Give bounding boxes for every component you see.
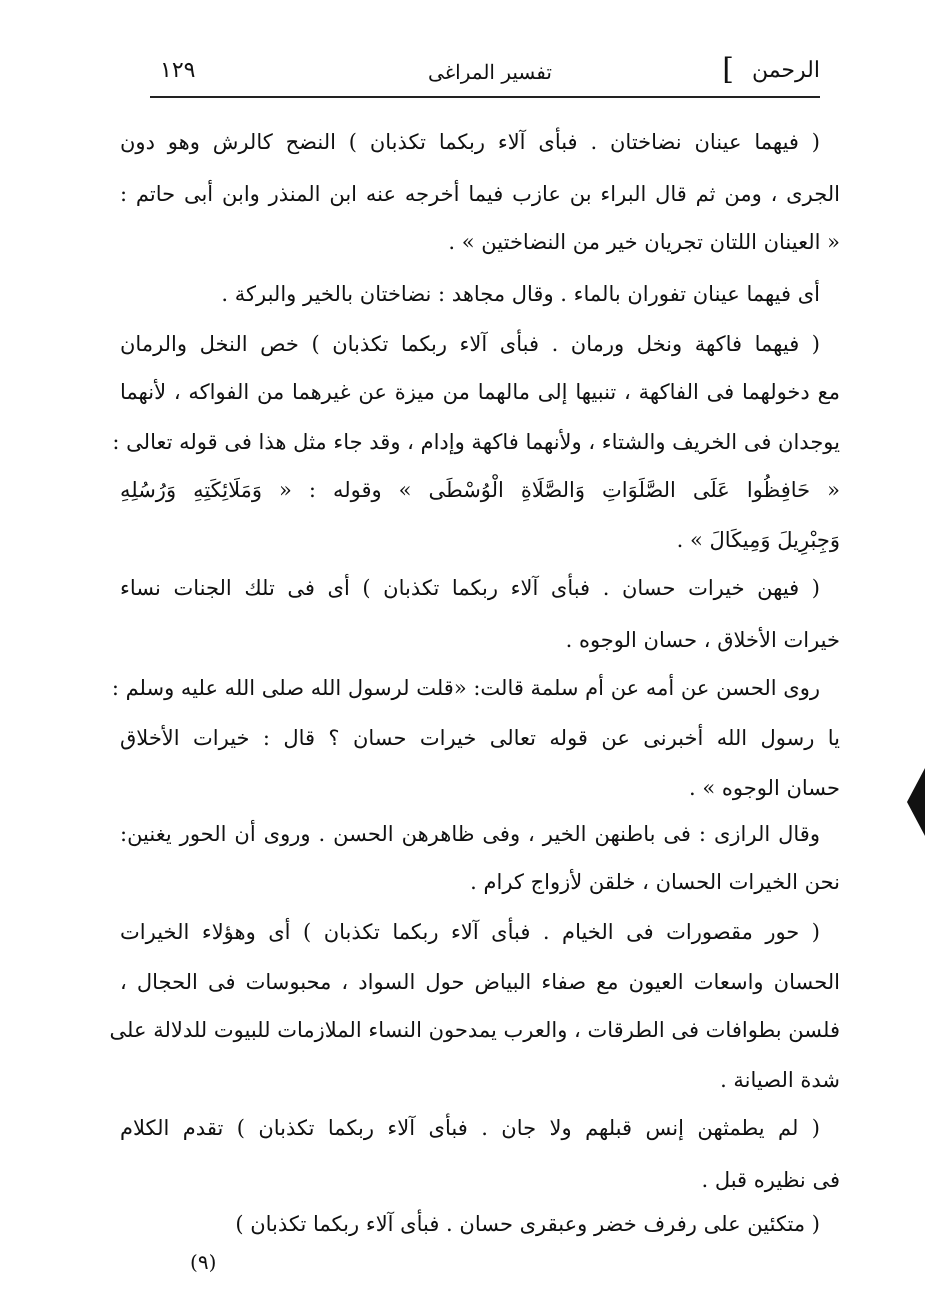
- text-line: روى الحسن عن أمه عن أم سلمة قالت: «قلت لرسول الله صلى الله عليه وسلم :: [111, 676, 820, 700]
- text-line: خيرات الأخلاق ، حسان الوجوه .: [565, 628, 840, 652]
- header-bracket: ]: [722, 52, 734, 87]
- signature-mark: (٩): [190, 1250, 217, 1274]
- text-line: وقال الرازى : فى باطنهن الخير ، وفى ظاهرهن الحسن . وروى أن الحور يغنين:: [120, 822, 820, 846]
- page-number: ١٢٩: [160, 58, 196, 83]
- text-line: ( فيهما عينان نضاختان . فبأى آلاء ربكما تكذبان ) النضح كالرش وهو دون: [120, 130, 820, 154]
- header-rule: [150, 96, 820, 98]
- surah-name: الرحمن: [751, 58, 820, 83]
- text-line: ( لم يطمثهن إنس قبلهم ولا جان . فبأى آلاء ربكما تكذبان ) تقدم الكلام: [120, 1116, 820, 1140]
- text-line: نحن الخيرات الحسان ، خلقن لأزواج كرام .: [470, 870, 840, 894]
- text-line: وَجِبْرِيلَ وَمِيكَالَ » .: [676, 528, 840, 552]
- text-line: حسان الوجوه » .: [689, 776, 840, 800]
- page-edge-tab: [907, 768, 925, 836]
- text-line: ( فيهن خيرات حسان . فبأى آلاء ربكما تكذبان ) أى فى تلك الجنات نساء: [120, 576, 820, 600]
- text-line: يوجدان فى الخريف والشتاء ، ولأنهما فاكهة وإدام ، وقد جاء مثل هذا فى قوله تعالى :: [112, 430, 840, 454]
- text-line: « العينان اللتان تجريان خير من النضاختين » .: [448, 230, 840, 254]
- text-line: « حَافِظُوا عَلَى الصَّلَوَاتِ وَالصَّلَاةِ الْوُسْطَى » وقوله : « وَمَلَائِكَتِهِ وَرُسُلِهِ: [120, 478, 840, 502]
- text-line: أى فيهما عينان تفوران بالماء . وقال مجاهد : نضاختان بالخير والبركة .: [221, 282, 820, 306]
- text-line: فلسن بطوافات فى الطرقات ، والعرب يمدحون النساء الملازمات للبيوت للدلالة على: [109, 1018, 840, 1042]
- text-line: يا رسول الله أخبرنى عن قوله تعالى خيرات حسان ؟ قال : خيرات الأخلاق: [120, 726, 840, 750]
- text-line: مع دخولهما فى الفاكهة ، تنبيها إلى مالهما من ميزة عن غيرهما من الفواكه ، لأنهما: [120, 380, 840, 404]
- book-title: تفسير المراغى: [428, 60, 552, 84]
- text-line: الحسان واسعات العيون مع صفاء البياض حول السواد ، محبوسات فى الحجال ،: [120, 970, 840, 994]
- text-line: ( حور مقصورات فى الخيام . فبأى آلاء ربكما تكذبان ) أى وهؤلاء الخيرات: [120, 920, 820, 944]
- text-line: شدة الصيانة .: [720, 1068, 840, 1092]
- text-line: فى نظيره قبل .: [701, 1168, 840, 1192]
- text-line: الجرى ، ومن ثم قال البراء بن عازب فيما أخرجه عنه ابن المنذر وابن أبى حاتم :: [120, 182, 840, 206]
- text-line: ( متكئين على رفرف خضر وعبقرى حسان . فبأى آلاء ربكما تكذبان ): [235, 1212, 820, 1236]
- page-header: [150, 52, 820, 98]
- text-line: ( فيهما فاكهة ونخل ورمان . فبأى آلاء ربكما تكذبان ) خص النخل والرمان: [120, 332, 820, 356]
